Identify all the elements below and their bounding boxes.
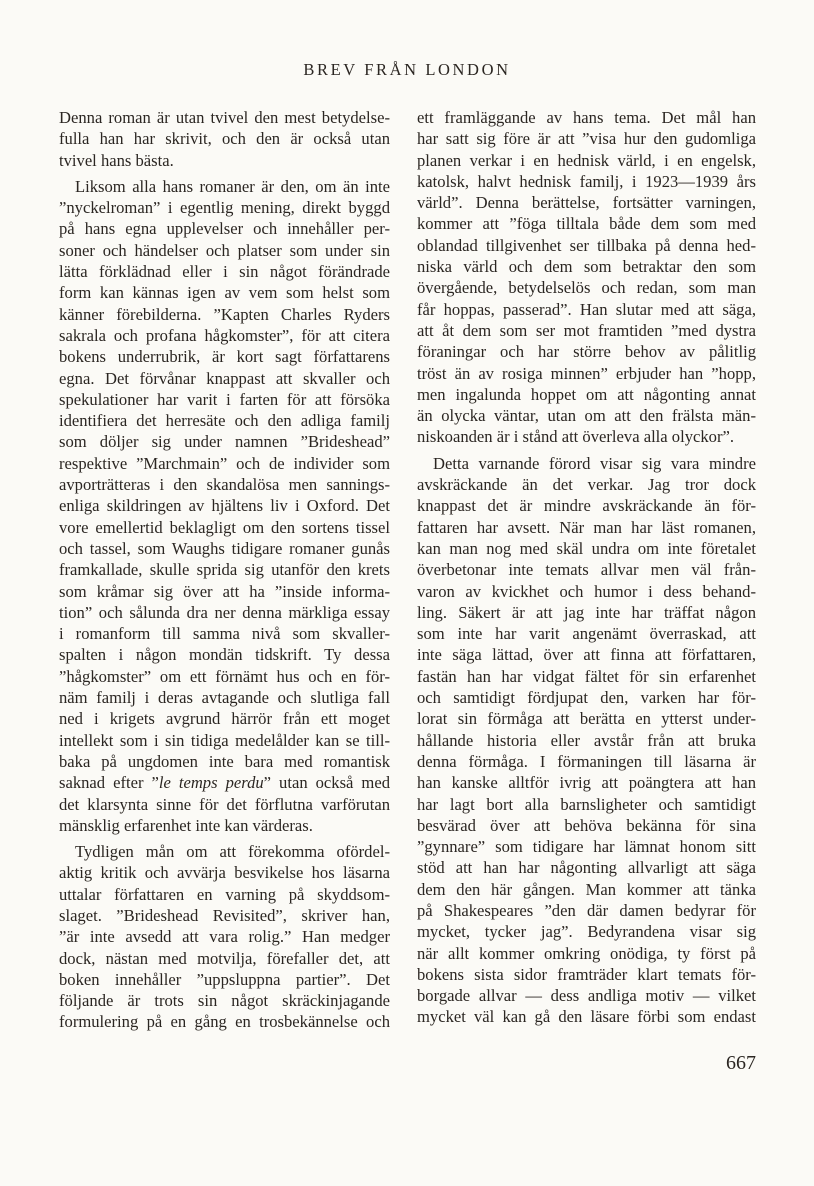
text-line: baka på ungdomen inte bara med romantisk [59,751,390,771]
text-line: slaget. ”Brideshead Revisited”, skriver han, [59,905,390,925]
text-line: värld”. Denna berättelse, fortsätter varningen, [417,193,756,213]
text-column-right [417,107,756,1033]
text-line: niskoanden är i stånd att överleva alla olyckor”. [417,427,735,447]
text-line: han kanske alltför ivrig att poängtera att han [417,773,756,793]
text-line: som inte har varit angenämt överraskad, att [417,624,756,644]
text-line: aktig kritik och avvärja besvikelse hos läsarna [59,863,390,883]
text-line: lätta förklädnad eller i sin något förändrade [59,262,390,282]
text-line: i romanform till samma nivå som skvaller- [59,624,390,644]
text-line: Detta varnande förord visar sig vara mindre [433,453,756,473]
page-number: 667 [726,1052,756,1074]
text-line: Denna roman är utan tvivel den mest betydelse- [59,108,390,127]
text-line: sakrala och profana hågkomster”, för att citera [59,325,390,345]
text-line: det klarsynta sinne för det förflutna varförutan [59,794,390,814]
text-line: stöd att han har någonting allvarligt att säga [417,858,756,878]
text-column-left [59,107,390,1038]
text-line: har satt sig före är att ”visa hur den gudomliga [417,129,756,149]
text-line: tröst än av rosiga minnen” erbjuder han ”hopp, [417,363,756,383]
text-line: niska värld och dem som betraktar den som [417,257,756,277]
text-line: dem den här gången. Man kommer att tänka [417,879,756,899]
text-line: tvivel hans bästa. [59,150,174,170]
text-line: framkallade, skulle sprida sig utanför den krets [59,560,390,580]
text-line: Liksom alla hans romaner är den, om än inte [75,176,390,196]
paragraph [59,841,390,1033]
text-line: avporträtteras i den skandalösa men sannings- [59,475,390,495]
text-line: avskräckande än det verkar. Jag tror dock [417,475,756,495]
text-line: soner och händelser och platser som under sin [59,240,390,260]
text-line: ”nyckelroman” i egentlig mening, direkt byggd [59,198,390,218]
text-line: enliga skildringen av hjältens liv i Oxford. Det [59,496,390,516]
text-line: föraningar och har större behov av pålitlig [417,342,756,362]
text-line: knappast det är mindre avskräckande än för- [417,496,756,516]
text-line: som kråmar sig över att ha ”inside informa- [59,581,390,601]
text-line: egna. Det förvånar knappast att skvaller och [59,368,390,388]
text-line: än olycka väntar, utan om att den frälsta män- [417,406,756,426]
text-line: följande är trots sin något skräckinjagande [59,991,390,1011]
text-line: planen verkar i en hednisk värld, i en engelsk, [417,150,756,170]
text-line: formulering på en gång en trosbekännelse och [59,1012,390,1032]
text-line: fastän han har vidgat fältet för sin erfarenhet [417,666,756,686]
text-line: på Shakespeares ”den där damen bedyrar för [417,900,756,920]
text-line: på hans egna upplevelser och innehåller per- [59,219,390,239]
text-line: när allt kommer omkring onödiga, ty först på [417,943,756,963]
text-line: identifiera det herresäte och den adliga familj [59,411,390,431]
text-line: får hoppas, passerad”. Han slutar med att säga, [417,299,756,319]
text-line: överbetonar inte temats allvar men väl från- [417,560,756,580]
text-line: känner förebilderna. ”Kapten Charles Ryders [59,304,390,324]
text-line: kan man nog med skäl undra om inte företalet [417,538,756,558]
text-line: och tassel, som Waughs tidigare romaner gunås [59,538,390,558]
text-line: bokens underrubrik, är kort sagt författarens [59,347,390,367]
text-line: besvärad över att behöva bekänna för sina [417,815,756,835]
text-line: uttalar författaren en varning på skyddsom- [59,884,390,904]
paragraph [59,107,390,171]
text-line: men ingalunda hoppet om att någonting annat [417,384,756,404]
text-line: tion” och sålunda dra ner denna märkliga essay [59,602,390,622]
text-line: ling. Säkert är att jag inte har träffat någon [417,602,756,622]
text-line: mycket väl kan gå den läsare förbi som endast [417,1007,756,1027]
text-line: boken innehåller ”uppsluppna partier”. Det [59,969,390,989]
paragraph [59,176,390,836]
text-line: näm familj i deras avtagande och slutliga fall [59,688,390,708]
text-line: som döljer sig under namnen ”Brideshead” [59,432,390,452]
text-line: fattaren har avsett. När man har läst romanen, [417,517,756,537]
text-line: saknad efter ”le temps perdu” utan också med [59,773,390,793]
text-line: övergående, betydelselös och redan, som man [417,278,756,298]
text-line: form kan kännas igen av vem som helst som [59,283,390,303]
text-line: varon av kvickhet och humor i dess behand- [417,581,756,601]
text-line: katolsk, halvt hednisk familj, i 1923—1939 års [417,171,756,191]
text-line: hållande historia eller avstår från att bruka [417,730,756,750]
text-line: ett framläggande av hans tema. Det mål han [417,108,756,127]
text-line: lorat sin förmåga att berätta en ytterst under- [417,709,756,729]
text-line: oblandad tillgivenhet ser tillbaka på denna hed- [417,235,756,255]
text-line: kommer att ”föga tilltala både dem som med [417,214,756,234]
text-line: inte säga lättad, över att finna att författaren, [417,645,756,665]
text-line: ”gynnare” som tidigare har lämnat honom sitt [417,837,756,857]
text-line: vore emellertid beklagligt om den sortens tissel [59,517,390,537]
text-line: denna förmåga. I förmaningen till läsarna är [417,751,756,771]
paragraph [417,453,756,1028]
text-line: respektive ”Marchmain” och de individer som [59,453,390,473]
text-line: spekulationer har varit i farten för att försöka [59,389,390,409]
italic-phrase: le temps perdu [158,773,264,793]
text-line: intellekt som i sin tidiga medelålder kan se till- [59,730,390,750]
text-line: spalten i någon mondän tidskrift. Ty dessa [59,645,390,665]
text-line: bokens sista sidor framträder klart temats för- [417,964,756,984]
text-line: mycket, tycker jag”. Bedyrandena visar sig [417,922,756,942]
text-line: och samtidigt fördjupat den, varken har för- [417,688,756,708]
paragraph [417,107,756,448]
text-line: Tydligen mån om att förekomma ofördel- [75,842,390,862]
text-line: ”hågkomster” om ett förnämt hus och en för- [59,666,390,686]
text-line: mänsklig erfarenhet inte kan värderas. [59,815,313,835]
text-line: har lagt bort alla barnsligheter och samtidigt [417,794,756,814]
text-line: ned i krigets avgrund härrör från ett moget [59,709,390,729]
running-head: BREV FRÅN LONDON [303,60,511,79]
text-line: dock, nästan med motvilja, förefaller det, att [59,948,390,968]
text-line: ”är inte avsedd att vara rolig.” Han medger [59,927,390,947]
text-line: att åt dem som ser mot framtiden ”med dystra [417,320,756,340]
text-line: borgade allvar — dess andliga motiv — vilket [417,986,756,1006]
text-line: fulla han har skrivit, och den är också utan [59,129,390,149]
